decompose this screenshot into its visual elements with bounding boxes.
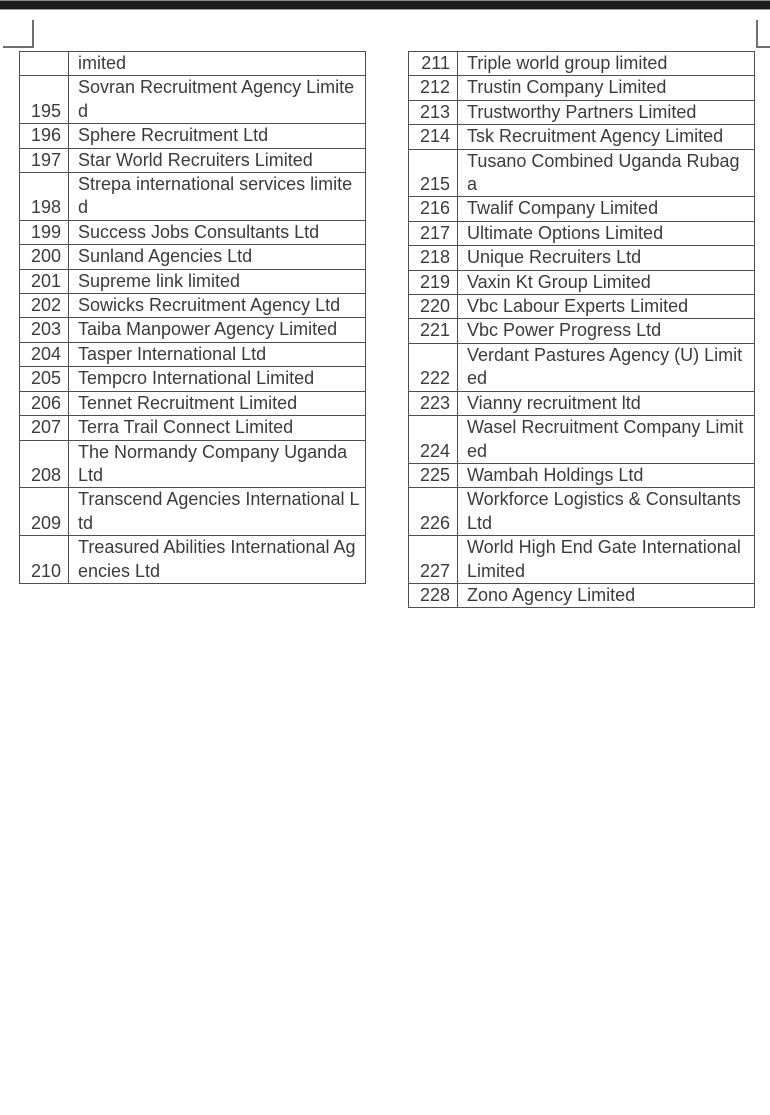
- table-row: [409, 197, 755, 221]
- table-row: [409, 270, 755, 294]
- company-name-cell: Tempcro International Limited: [69, 367, 366, 391]
- company-name-cell: Wasel Recruitment Company Limited: [458, 416, 755, 464]
- company-name-cell: Treasured Abilities International Agencies Ltd: [69, 536, 366, 584]
- company-name-cell: The Normandy Company Uganda Ltd: [69, 440, 366, 488]
- table-row: [409, 319, 755, 343]
- company-name-cell: Zono Agency Limited: [458, 583, 755, 607]
- company-name-cell: Vbc Labour Experts Limited: [458, 295, 755, 319]
- table-row: [409, 125, 755, 149]
- table-row: [20, 269, 366, 293]
- row-number-cell: 220: [409, 295, 458, 319]
- row-number-cell: 214: [409, 125, 458, 149]
- company-name-cell: Trustworthy Partners Limited: [458, 100, 755, 124]
- table-row: [409, 416, 755, 464]
- company-name-cell: Strepa international services limited: [69, 173, 366, 221]
- row-number-cell: 202: [20, 294, 69, 318]
- table-row: [409, 583, 755, 607]
- row-number-cell: 215: [409, 149, 458, 197]
- page-corner-crop-mark-right: [756, 20, 770, 48]
- table-row: [409, 76, 755, 100]
- row-number-cell: 212: [409, 76, 458, 100]
- table-row: [20, 124, 366, 148]
- company-name-cell: Tusano Combined Uganda Rubaga: [458, 149, 755, 197]
- table-row: [409, 391, 755, 415]
- table-row: [20, 245, 366, 269]
- table-row: [20, 318, 366, 342]
- row-number-cell: 201: [20, 269, 69, 293]
- company-name-cell: Triple world group limited: [458, 52, 755, 76]
- row-number-cell: 217: [409, 221, 458, 245]
- companies-table-left-body: [20, 52, 366, 584]
- table-row: [20, 220, 366, 244]
- table-row: [409, 246, 755, 270]
- table-row: [20, 416, 366, 440]
- table-row: [409, 52, 755, 76]
- companies-table-right-body: [409, 52, 755, 608]
- company-name-cell: Taiba Manpower Agency Limited: [69, 318, 366, 342]
- company-name-cell: Vaxin Kt Group Limited: [458, 270, 755, 294]
- company-name-cell: Vbc Power Progress Ltd: [458, 319, 755, 343]
- row-number-cell: 198: [20, 173, 69, 221]
- company-name-cell: Trustin Company Limited: [458, 76, 755, 100]
- table-row: [409, 536, 755, 584]
- row-number-cell: 223: [409, 391, 458, 415]
- company-name-cell: Tsk Recruitment Agency Limited: [458, 125, 755, 149]
- company-name-cell: Terra Trail Connect Limited: [69, 416, 366, 440]
- row-number-cell: 200: [20, 245, 69, 269]
- row-number-cell: 195: [20, 76, 69, 124]
- table-row: [20, 391, 366, 415]
- row-number-cell: 218: [409, 246, 458, 270]
- company-name-cell: Success Jobs Consultants Ltd: [69, 220, 366, 244]
- company-name-cell: Tennet Recruitment Limited: [69, 391, 366, 415]
- page-corner-crop-mark-left: [3, 20, 34, 48]
- companies-table-right: [408, 51, 755, 608]
- table-row: [20, 342, 366, 366]
- row-number-cell: 205: [20, 367, 69, 391]
- row-number-cell: 204: [20, 342, 69, 366]
- row-number-cell: 203: [20, 318, 69, 342]
- table-row: [20, 173, 366, 221]
- row-number-cell: 225: [409, 463, 458, 487]
- company-name-cell: Sowicks Recruitment Agency Ltd: [69, 294, 366, 318]
- company-name-cell: Supreme link limited: [69, 269, 366, 293]
- company-name-cell: Twalif Company Limited: [458, 197, 755, 221]
- company-name-cell: Workforce Logistics & Consultants Ltd: [458, 488, 755, 536]
- company-name-cell: Transcend Agencies International Ltd: [69, 488, 366, 536]
- table-row: [409, 343, 755, 391]
- company-name-cell: World High End Gate International Limited: [458, 536, 755, 584]
- table-row: [20, 52, 366, 76]
- table-row: [20, 488, 366, 536]
- row-number-cell: 211: [409, 52, 458, 76]
- table-row: [20, 294, 366, 318]
- company-name-cell: imited: [69, 52, 366, 76]
- status-bar: [0, 0, 770, 10]
- company-name-cell: Unique Recruiters Ltd: [458, 246, 755, 270]
- company-name-cell: Verdant Pastures Agency (U) Limited: [458, 343, 755, 391]
- company-name-cell: Ultimate Options Limited: [458, 221, 755, 245]
- companies-table-left: [19, 51, 366, 584]
- company-name-cell: Sovran Recruitment Agency Limited: [69, 76, 366, 124]
- row-number-cell: 228: [409, 583, 458, 607]
- table-row: [20, 76, 366, 124]
- row-number-cell: 206: [20, 391, 69, 415]
- table-row: [409, 149, 755, 197]
- table-row: [409, 221, 755, 245]
- table-row: [409, 100, 755, 124]
- table-row: [20, 536, 366, 584]
- row-number-cell: 210: [20, 536, 69, 584]
- company-name-cell: Wambah Holdings Ltd: [458, 463, 755, 487]
- row-number-cell: 209: [20, 488, 69, 536]
- company-name-cell: Tasper International Ltd: [69, 342, 366, 366]
- row-number-cell: 221: [409, 319, 458, 343]
- row-number-cell: 216: [409, 197, 458, 221]
- row-number-cell: 199: [20, 220, 69, 244]
- row-number-cell: 208: [20, 440, 69, 488]
- row-number-cell: 222: [409, 343, 458, 391]
- company-name-cell: Sunland Agencies Ltd: [69, 245, 366, 269]
- row-number-cell: 213: [409, 100, 458, 124]
- row-number-cell: 207: [20, 416, 69, 440]
- table-row: [409, 488, 755, 536]
- table-row: [20, 367, 366, 391]
- row-number-cell: 197: [20, 148, 69, 172]
- company-name-cell: Vianny recruitment ltd: [458, 391, 755, 415]
- row-number-cell: 226: [409, 488, 458, 536]
- table-row: [20, 148, 366, 172]
- row-number-cell: 196: [20, 124, 69, 148]
- row-number-cell: 219: [409, 270, 458, 294]
- company-name-cell: Sphere Recruitment Ltd: [69, 124, 366, 148]
- table-row: [20, 440, 366, 488]
- company-name-cell: Star World Recruiters Limited: [69, 148, 366, 172]
- row-number-cell: [20, 52, 69, 76]
- table-row: [409, 463, 755, 487]
- row-number-cell: 227: [409, 536, 458, 584]
- table-row: [409, 295, 755, 319]
- row-number-cell: 224: [409, 416, 458, 464]
